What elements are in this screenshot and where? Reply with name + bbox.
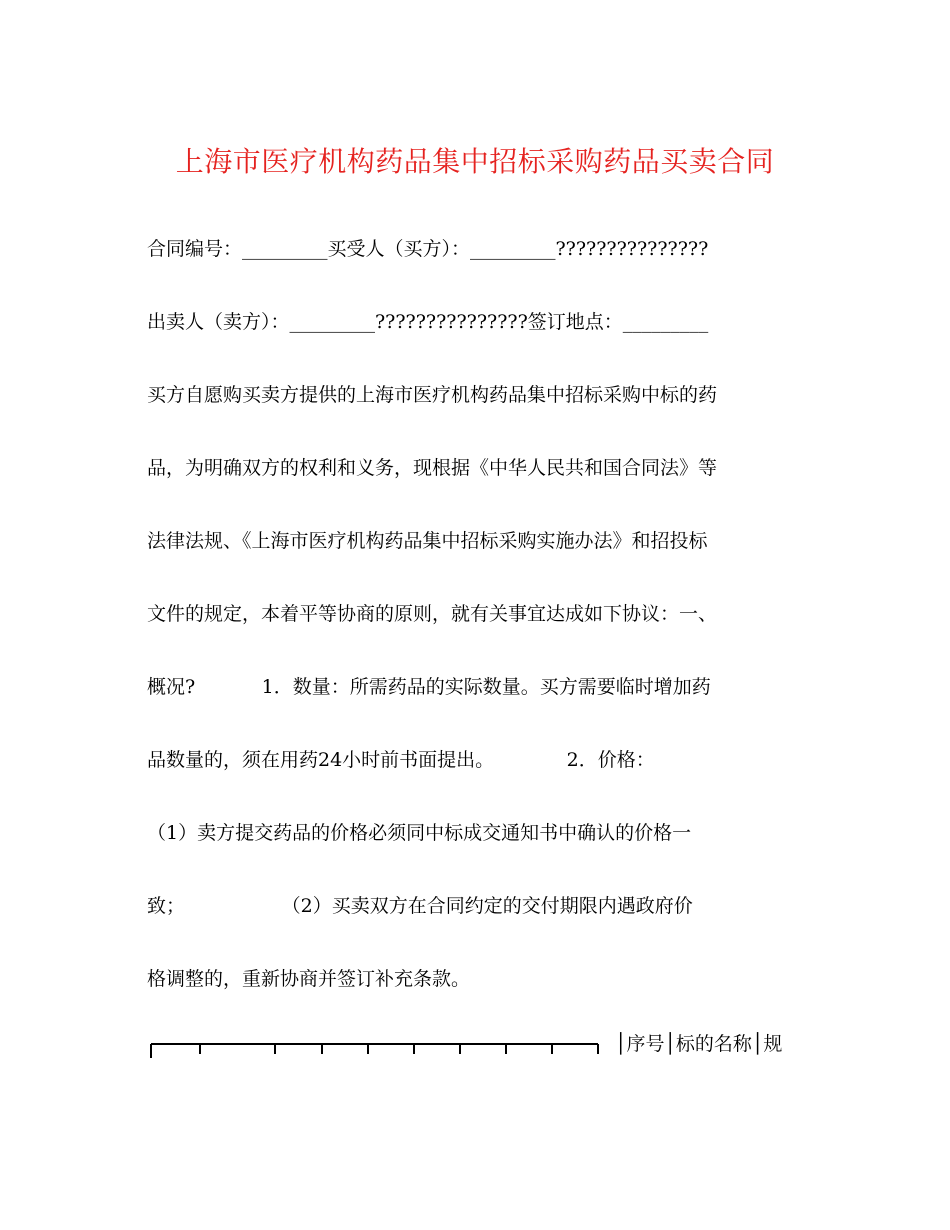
body-paragraph-line: 格调整的，重新协商并签订补充条款。 — [147, 968, 471, 990]
body-paragraph-line: 概况? 1．数量：所需药品的实际数量。买方需要临时增加药 — [147, 676, 711, 698]
contract-title: 上海市医疗机构药品集中招标采购药品买卖合同 — [175, 145, 775, 178]
seller-line: 出卖人（卖方）：_________???????????????签订地点：_________ — [147, 311, 709, 333]
body-paragraph-line: （1）卖方提交药品的价格必须同中标成交通知书中确认的价格一 — [147, 822, 692, 844]
body-paragraph-line: 致； （2）买卖双方在合同约定的交付期限内遇政府价 — [147, 895, 693, 917]
table-fragment — [150, 1030, 810, 1060]
table-top-border — [150, 1030, 600, 1060]
body-paragraph-line: 买方自愿购买卖方提供的上海市医疗机构药品集中招标采购中标的药 — [147, 384, 718, 406]
body-paragraph-line: 文件的规定，本着平等协商的原则，就有关事宜达成如下协议：一、 — [147, 603, 718, 625]
table-header-fragment: │序号│标的名称│规 — [615, 1033, 783, 1055]
contract-number-line: 合同编号：_________买受人（买方）：_________??????????????? — [147, 238, 709, 260]
body-paragraph-line: 品，为明确双方的权利和义务，现根据《中华人民共和国合同法》等 — [147, 457, 718, 479]
body-paragraph-line: 品数量的，须在用药24小时前书面提出。 2．价格： — [147, 749, 655, 771]
body-paragraph-line: 法律法规、《上海市医疗机构药品集中招标采购实施办法》和招投标 — [147, 530, 708, 552]
